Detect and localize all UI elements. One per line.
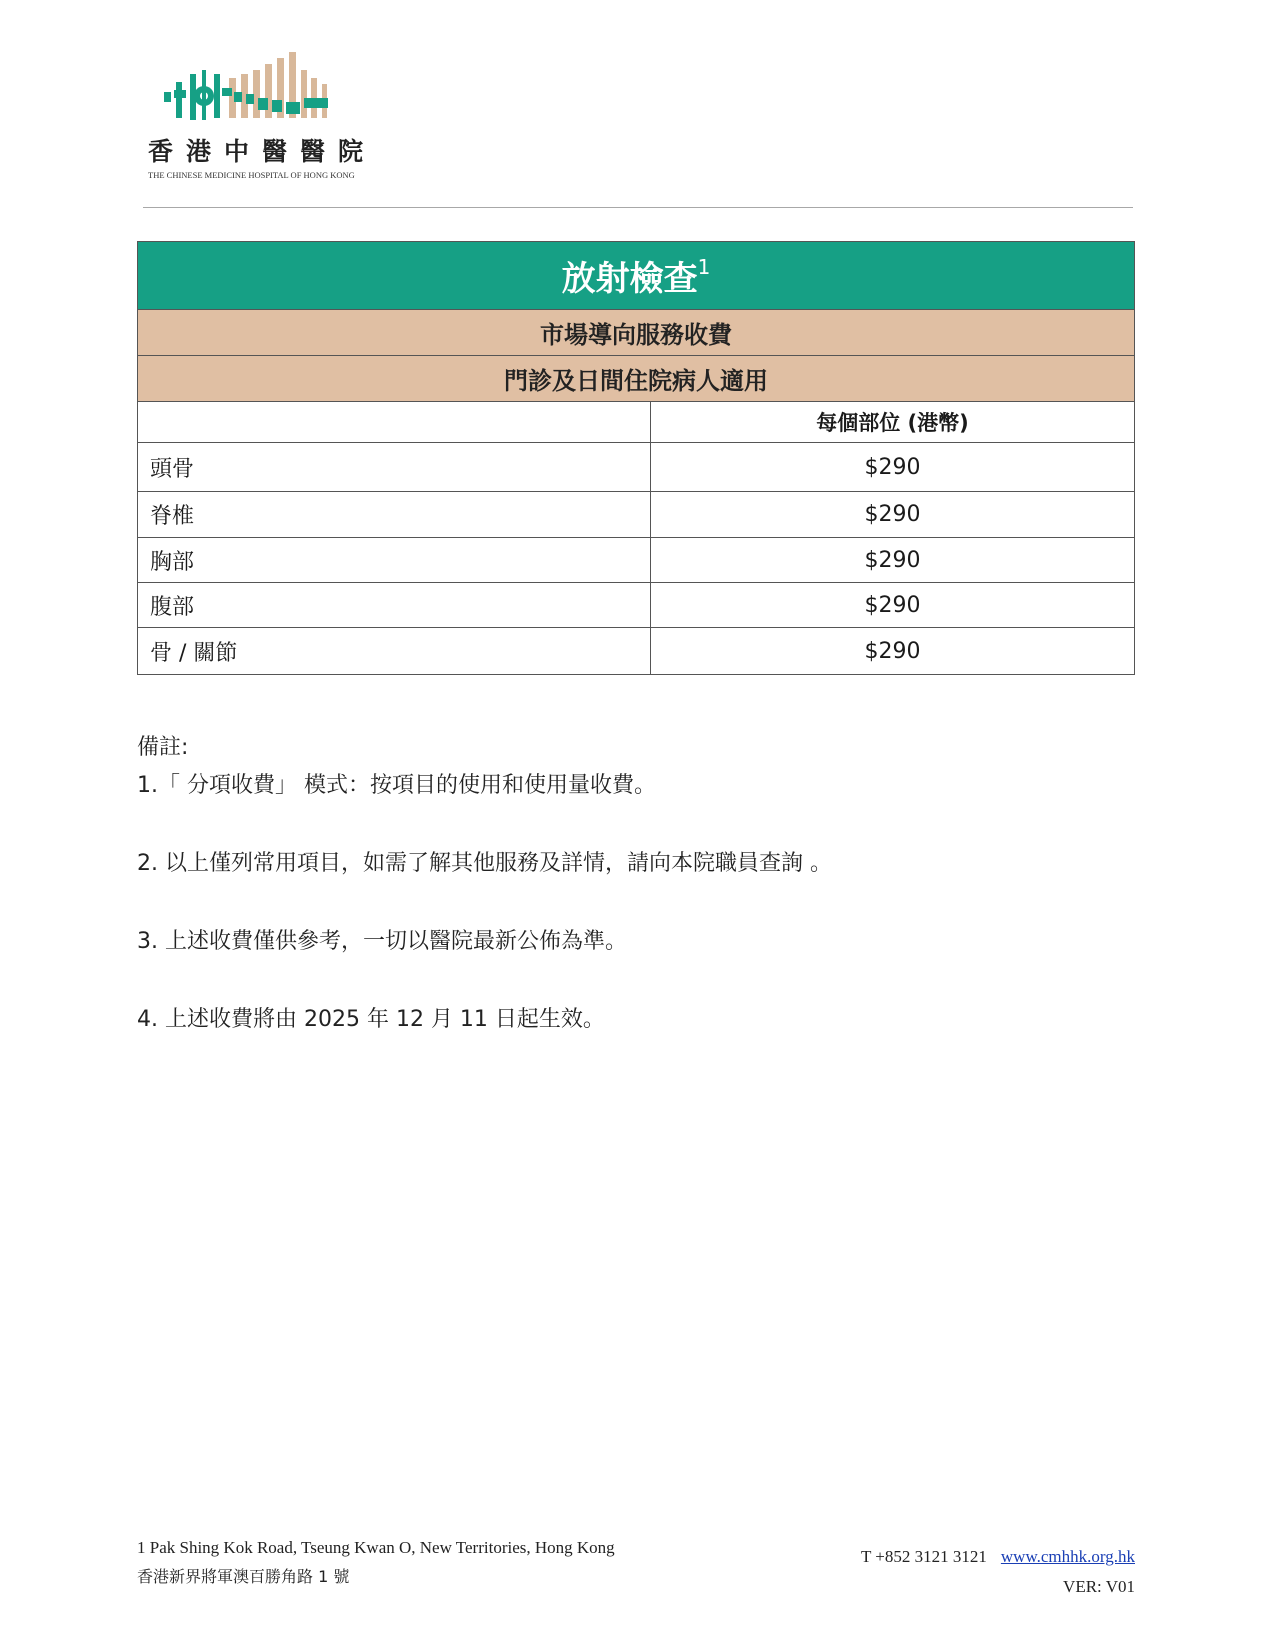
logo-mark-icon: [164, 52, 344, 128]
table-row: [138, 628, 1135, 675]
title-footnote-marker: 1: [697, 254, 711, 279]
hospital-logo: [140, 48, 380, 188]
table-row-price: $290: [651, 492, 1135, 538]
note-item: 2. 以上僅列常用項目，如需了解其他服務及詳情，請向本院職員查詢 。: [137, 851, 832, 876]
fee-table-title-text: 放射檢查: [561, 259, 698, 299]
table-row: [138, 583, 1135, 628]
table-row-item: 胸部: [138, 538, 651, 583]
fee-table: [137, 241, 1135, 675]
fee-table-subtitle-2: 門診及日間住院病人適用: [138, 356, 1135, 402]
note-item: 4. 上述收費將由 2025 年 12 月 11 日起生效。: [137, 1007, 605, 1032]
logo-name-en: THE CHINESE MEDICINE HOSPITAL OF HONG KONG: [148, 170, 355, 180]
table-row: [138, 538, 1135, 583]
table-row: [138, 443, 1135, 492]
fee-table-header-empty: [138, 402, 651, 443]
table-row-price: $290: [651, 628, 1135, 675]
phone-number: T +852 3121 3121: [860, 1547, 987, 1566]
note-item: 1.「 分項收費」 模式：按項目的使用和使用量收費。: [137, 773, 656, 798]
table-row-item: 腹部: [138, 583, 651, 628]
address-cn: 香港新界將軍澳百勝角路 1 號: [137, 1567, 350, 1586]
table-row: [138, 492, 1135, 538]
version-label: VER: V01: [1063, 1577, 1135, 1596]
table-row-price: $290: [651, 443, 1135, 492]
table-row-item: 頭骨: [138, 443, 651, 492]
website-link[interactable]: www.cmhhk.org.hk: [1000, 1547, 1135, 1566]
note-item: 3. 上述收費僅供參考，一切以醫院最新公佈為準。: [137, 929, 627, 954]
table-row-price: $290: [651, 583, 1135, 628]
fee-table-title-row: [138, 242, 1135, 310]
fee-table-title: [138, 242, 1135, 310]
address-en: 1 Pak Shing Kok Road, Tseung Kwan O, New Territories, Hong Kong: [137, 1538, 615, 1557]
logo-name-cn: 香港中醫醫院: [148, 137, 377, 166]
table-row-item: 脊椎: [138, 492, 651, 538]
footer-address: [137, 1538, 615, 1587]
fee-table-column-header: 每個部位 (港幣): [651, 402, 1135, 443]
table-row-price: $290: [651, 538, 1135, 583]
table-row-item: 骨 / 關節: [138, 628, 651, 675]
notes-heading: 備註:: [137, 735, 189, 760]
header-divider: [143, 207, 1133, 208]
fee-table-subtitle-row: [138, 356, 1135, 402]
fee-table-header-row: [138, 402, 1135, 443]
footer-contact: [861, 1547, 1135, 1597]
fee-table-subtitle-row: [138, 310, 1135, 356]
fee-table-subtitle-1: 市場導向服務收費: [138, 310, 1135, 356]
